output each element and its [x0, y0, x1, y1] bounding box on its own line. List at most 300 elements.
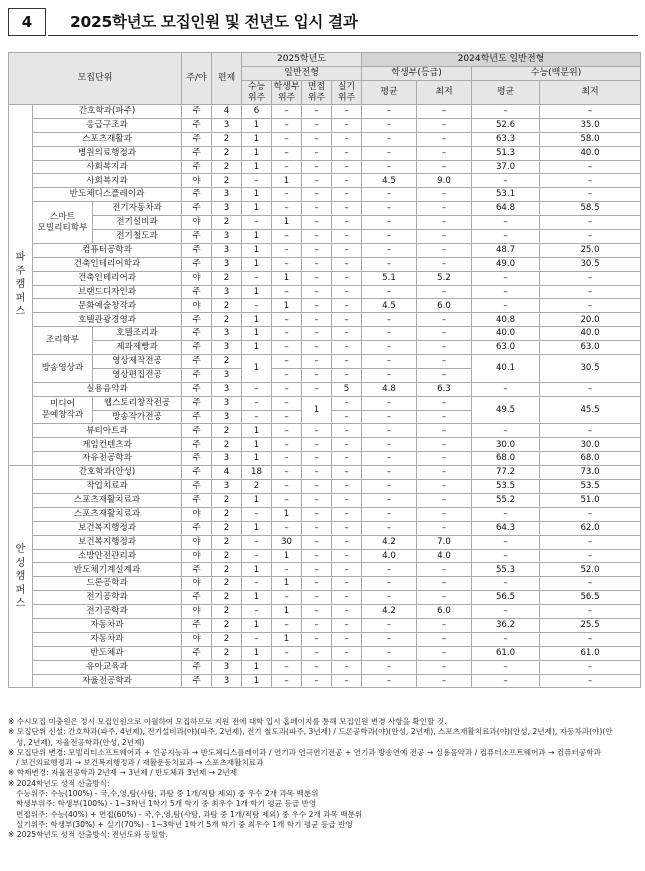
cell: –: [332, 438, 362, 452]
day-night: 주: [182, 466, 212, 480]
cell: –: [272, 424, 302, 438]
cell: –: [272, 355, 302, 369]
table-row: [9, 618, 641, 632]
cell: –: [272, 563, 302, 577]
cell: –: [417, 105, 472, 119]
day-night: 주: [182, 341, 212, 355]
cell: –: [332, 549, 362, 563]
cell: –: [417, 132, 472, 146]
cell: 1: [242, 563, 272, 577]
cell: –: [272, 160, 302, 174]
cell: 4.8: [362, 382, 417, 396]
cell: –: [302, 327, 332, 341]
unit-name: 방송작가전공: [93, 410, 182, 424]
cell: –: [417, 632, 472, 646]
cell: 40.0: [540, 327, 641, 341]
day-night: 주: [182, 118, 212, 132]
cell: –: [472, 105, 540, 119]
unit-name: 보건복지행정과: [33, 521, 182, 535]
unit-name: 전기철도과: [93, 230, 182, 244]
cell: –: [362, 313, 417, 327]
page-title: 2025학년도 모집인원 및 전년도 입시 결과: [70, 13, 358, 31]
col-csat-pct: 수능(백분위): [472, 67, 641, 81]
quota: 2: [212, 563, 242, 577]
note-line: ※ 2025학년도 성적 산출방식: 전년도와 동일함.: [8, 830, 169, 840]
day-night: 야: [182, 549, 212, 563]
cell: –: [540, 216, 641, 230]
cell: –: [332, 285, 362, 299]
day-night: 주: [182, 188, 212, 202]
cell: –: [332, 313, 362, 327]
cell: –: [332, 480, 362, 494]
cell: –: [302, 118, 332, 132]
cell: –: [272, 618, 302, 632]
quota: 3: [212, 396, 242, 410]
unit-name: 작업치료과: [33, 480, 182, 494]
cell: –: [302, 299, 332, 313]
unit-name: 전기설비과: [93, 216, 182, 230]
table-row: [9, 285, 641, 299]
cell: 1: [242, 660, 272, 674]
cell: –: [417, 521, 472, 535]
cell: –: [272, 285, 302, 299]
day-night: 주: [182, 327, 212, 341]
cell: –: [362, 452, 417, 466]
unit-name: 문화예술창작과: [33, 299, 182, 313]
col-csat-avg: 평균: [472, 81, 540, 105]
cell: –: [417, 493, 472, 507]
quota: 3: [212, 285, 242, 299]
cell: –: [417, 674, 472, 688]
cell: 30.0: [540, 438, 641, 452]
quota: 2: [212, 438, 242, 452]
cell: –: [332, 327, 362, 341]
cell: 40.0: [540, 146, 641, 160]
quota: 2: [212, 591, 242, 605]
cell: –: [417, 313, 472, 327]
table-row: [9, 243, 641, 257]
day-night: 주: [182, 368, 212, 382]
cell: 1: [242, 618, 272, 632]
group-smart-mobility: 스마트 모빌리티학부: [33, 202, 93, 244]
cell: 1: [272, 549, 302, 563]
col-2025: 2025학년도: [242, 53, 362, 67]
unit-name: 자동차과: [33, 632, 182, 646]
unit-name: 영상편집전공: [93, 368, 182, 382]
cell: –: [417, 591, 472, 605]
cell: –: [302, 563, 332, 577]
cell: –: [272, 243, 302, 257]
cell: 1: [272, 577, 302, 591]
unit-name: 자율전공학과: [33, 674, 182, 688]
cell: 58.5: [540, 202, 641, 216]
cell: 36.2: [472, 618, 540, 632]
quota: 3: [212, 243, 242, 257]
cell: 56.5: [540, 591, 641, 605]
cell: –: [332, 174, 362, 188]
note-line: ※ 모집단위 변경: 모빌리티소프트웨어과 + 인공지능과 → 반도체디스플레이과 / 연기과 연극연기전공 + 연기과 방송연예 전공 → 실용음악과 / 컴퓨터소프트웨어과 → 컴퓨터공학과: [8, 747, 601, 757]
cell: –: [302, 174, 332, 188]
col-record-grade: 학생부(등급): [362, 67, 472, 81]
unit-name: 제과제빵과: [93, 341, 182, 355]
table-row: [9, 438, 641, 452]
table-row: [9, 299, 641, 313]
cell: –: [417, 507, 472, 521]
cell: –: [362, 118, 417, 132]
cell: –: [302, 535, 332, 549]
cell: –: [332, 341, 362, 355]
table-row: [9, 257, 641, 271]
table-row: [9, 507, 641, 521]
cell: –: [362, 396, 417, 410]
day-night: 주: [182, 202, 212, 216]
table-row: [9, 466, 641, 480]
cell: –: [540, 577, 641, 591]
cell: –: [362, 660, 417, 674]
cell: –: [272, 368, 302, 382]
cell: –: [472, 632, 540, 646]
quota: 3: [212, 327, 242, 341]
day-night: 주: [182, 355, 212, 369]
cell: 49.0: [472, 257, 540, 271]
cell: –: [362, 674, 417, 688]
cell: –: [302, 105, 332, 119]
cell: –: [332, 355, 362, 369]
cell: 1: [242, 132, 272, 146]
cell: 68.0: [472, 452, 540, 466]
quota: 4: [212, 105, 242, 119]
day-night: 주: [182, 438, 212, 452]
table-row: [9, 605, 641, 619]
cell: –: [302, 230, 332, 244]
unit-name: 스포츠재활치료과: [33, 507, 182, 521]
quota: 2: [212, 299, 242, 313]
day-night: 주: [182, 452, 212, 466]
page-header: [8, 8, 638, 36]
cell: –: [472, 674, 540, 688]
cell: –: [417, 230, 472, 244]
quota: 2: [212, 271, 242, 285]
cell: –: [332, 132, 362, 146]
cell: –: [332, 299, 362, 313]
day-night: 야: [182, 174, 212, 188]
day-night: 주: [182, 480, 212, 494]
cell: 25.5: [540, 618, 641, 632]
cell: –: [332, 605, 362, 619]
note-line: ※ 2024학년도 성적 산출방식:: [8, 778, 110, 788]
cell: 61.0: [540, 646, 641, 660]
cell: –: [362, 327, 417, 341]
unit-name: 웹스토리창작전공: [93, 396, 182, 410]
cell: 4.2: [362, 535, 417, 549]
cell: 4.0: [417, 549, 472, 563]
cell: –: [417, 452, 472, 466]
quota: 2: [212, 160, 242, 174]
cell: 1: [242, 188, 272, 202]
cell: –: [272, 118, 302, 132]
note-line: 학생부위주: 학생부(100%) - 1~3학년 1학기 5개 학기 중 최우수 1개 학기 평균 등급 반영: [16, 799, 317, 809]
cell: –: [302, 591, 332, 605]
cell: 40.1: [472, 355, 540, 383]
cell: 49.5: [472, 396, 540, 424]
cell: –: [332, 535, 362, 549]
unit-name: 호텔조리과: [93, 327, 182, 341]
col-2024: 2024학년도 일반전형: [362, 53, 641, 67]
cell: –: [272, 646, 302, 660]
cell: 5: [332, 382, 362, 396]
cell: –: [332, 452, 362, 466]
cell: –: [272, 341, 302, 355]
cell: 1: [242, 118, 272, 132]
cell: –: [417, 660, 472, 674]
unit-name: 간호학과(안성): [33, 466, 182, 480]
cell: –: [472, 216, 540, 230]
quota: 2: [212, 577, 242, 591]
cell: –: [540, 660, 641, 674]
cell: –: [332, 577, 362, 591]
cell: 6.0: [417, 299, 472, 313]
cell: –: [242, 299, 272, 313]
cell: –: [272, 257, 302, 271]
cell: –: [272, 452, 302, 466]
cell: –: [302, 632, 332, 646]
cell: –: [362, 355, 417, 369]
table-row: [9, 188, 641, 202]
unit-name: 간호학과(파주): [33, 105, 182, 119]
col-myeonjeop: 면접 위주: [302, 81, 332, 105]
cell: 52.0: [540, 563, 641, 577]
table-row: [9, 424, 641, 438]
cell: –: [362, 341, 417, 355]
cell: –: [302, 646, 332, 660]
cell: –: [272, 146, 302, 160]
cell: –: [362, 368, 417, 382]
quota: 2: [212, 355, 242, 369]
table-row: [9, 535, 641, 549]
note-line: 성, 2년제), 자율전공학과(안성, 2년제): [16, 737, 145, 747]
cell: –: [417, 188, 472, 202]
cell: 1: [242, 230, 272, 244]
cell: –: [540, 174, 641, 188]
unit-name: 반도체기계설계과: [33, 563, 182, 577]
day-night: 주: [182, 313, 212, 327]
unit-name: 유아교육과: [33, 660, 182, 674]
cell: –: [272, 327, 302, 341]
quota: 3: [212, 230, 242, 244]
cell: –: [540, 271, 641, 285]
cell: –: [272, 132, 302, 146]
cell: –: [540, 299, 641, 313]
cell: –: [362, 493, 417, 507]
page-number: 4: [8, 8, 46, 36]
unit-name: 호텔관광경영과: [33, 313, 182, 327]
unit-name: 컴퓨터공학과: [33, 243, 182, 257]
cell: –: [272, 480, 302, 494]
cell: –: [417, 341, 472, 355]
cell: –: [302, 660, 332, 674]
col-grade-min: 최저: [417, 81, 472, 105]
cell: –: [417, 424, 472, 438]
cell: –: [417, 146, 472, 160]
cell: –: [302, 243, 332, 257]
cell: –: [302, 438, 332, 452]
day-night: 야: [182, 507, 212, 521]
cell: 4.5: [362, 299, 417, 313]
cell: –: [302, 285, 332, 299]
cell: 62.0: [540, 521, 641, 535]
cell: 1: [272, 507, 302, 521]
cell: –: [242, 605, 272, 619]
quota: 3: [212, 368, 242, 382]
cell: –: [302, 480, 332, 494]
cell: –: [417, 438, 472, 452]
group-cooking: 조리학부: [33, 327, 93, 355]
cell: 48.7: [472, 243, 540, 257]
note-line: 실기위주: 학생부(30%) + 실기(70%) - 1~3학년 1학기 5개 학기 중 최우수 1개 학기 평균 등급 반영: [16, 819, 353, 829]
cell: –: [362, 632, 417, 646]
day-night: 주: [182, 146, 212, 160]
unit-name: 자동차과: [33, 618, 182, 632]
cell: –: [272, 230, 302, 244]
cell: –: [302, 466, 332, 480]
day-night: 야: [182, 605, 212, 619]
cell: –: [362, 243, 417, 257]
cell: –: [362, 507, 417, 521]
day-night: 야: [182, 271, 212, 285]
cell: 55.2: [472, 493, 540, 507]
day-night: 주: [182, 591, 212, 605]
quota: 2: [212, 313, 242, 327]
day-night: 야: [182, 216, 212, 230]
cell: 2: [242, 480, 272, 494]
group-media-writing: 미디어 문예창작과: [33, 396, 93, 424]
unit-name: 응급구조과: [33, 118, 182, 132]
table-row: [9, 591, 641, 605]
cell: –: [472, 382, 540, 396]
quota: 3: [212, 202, 242, 216]
cell: –: [417, 216, 472, 230]
table-row: [9, 660, 641, 674]
day-night: 주: [182, 424, 212, 438]
cell: 1: [242, 591, 272, 605]
unit-name: 뷰티아트과: [33, 424, 182, 438]
cell: –: [540, 605, 641, 619]
cell: –: [472, 285, 540, 299]
cell: 61.0: [472, 646, 540, 660]
cell: 30.5: [540, 257, 641, 271]
cell: –: [272, 202, 302, 216]
table-row: [9, 521, 641, 535]
cell: –: [417, 243, 472, 257]
cell: –: [472, 549, 540, 563]
cell: –: [272, 188, 302, 202]
cell: –: [417, 480, 472, 494]
table-row: [9, 327, 641, 341]
cell: –: [332, 202, 362, 216]
cell: –: [540, 535, 641, 549]
cell: –: [472, 660, 540, 674]
unit-name: 소방안전관리과: [33, 549, 182, 563]
cell: 1: [242, 424, 272, 438]
cell: –: [332, 674, 362, 688]
cell: –: [242, 396, 272, 410]
table-row: [9, 563, 641, 577]
cell: –: [417, 563, 472, 577]
cell: –: [332, 646, 362, 660]
cell: –: [540, 632, 641, 646]
table-row: [9, 577, 641, 591]
cell: –: [332, 507, 362, 521]
day-night: 주: [182, 521, 212, 535]
unit-name: 전기공학과: [33, 591, 182, 605]
cell: –: [362, 563, 417, 577]
day-night: 주: [182, 243, 212, 257]
day-night: 주: [182, 230, 212, 244]
note-line: / 보건의료행정과 → 보건복지행정과 / 재활운동치료과 → 스포츠재활치료과: [16, 758, 264, 768]
quota: 3: [212, 257, 242, 271]
quota: 2: [212, 174, 242, 188]
cell: 6.0: [417, 605, 472, 619]
cell: –: [332, 466, 362, 480]
table-row: [9, 313, 641, 327]
cell: 53.5: [540, 480, 641, 494]
table-row: [9, 118, 641, 132]
quota: 2: [212, 521, 242, 535]
cell: –: [362, 160, 417, 174]
cell: 63.0: [472, 341, 540, 355]
cell: –: [332, 591, 362, 605]
cell: –: [417, 466, 472, 480]
quota: 2: [212, 618, 242, 632]
day-night: 주: [182, 285, 212, 299]
cell: 7.0: [417, 535, 472, 549]
quota: 3: [212, 674, 242, 688]
cell: –: [332, 271, 362, 285]
cell: 9.0: [417, 174, 472, 188]
table-row: [9, 382, 641, 396]
unit-name: 반도체디스플레이과: [33, 188, 182, 202]
cell: –: [362, 424, 417, 438]
unit-name: 병원의료행정과: [33, 146, 182, 160]
cell: –: [362, 618, 417, 632]
day-night: 야: [182, 577, 212, 591]
table-row: [9, 632, 641, 646]
cell: –: [362, 521, 417, 535]
day-night: 주: [182, 410, 212, 424]
cell: –: [472, 535, 540, 549]
quota: 3: [212, 341, 242, 355]
cell: –: [242, 271, 272, 285]
cell: –: [332, 230, 362, 244]
campus-anseong: 안 성 캠 퍼 스: [9, 466, 33, 688]
quota: 2: [212, 216, 242, 230]
cell: 1: [242, 313, 272, 327]
cell: 63.3: [472, 132, 540, 146]
cell: 1: [242, 521, 272, 535]
cell: –: [332, 160, 362, 174]
cell: 55.3: [472, 563, 540, 577]
day-night: 주: [182, 382, 212, 396]
cell: –: [332, 521, 362, 535]
cell: 53.1: [472, 188, 540, 202]
cell: –: [302, 549, 332, 563]
quota: 2: [212, 507, 242, 521]
quota: 2: [212, 535, 242, 549]
unit-name: 보건복지행정과: [33, 535, 182, 549]
footnotes: [8, 717, 638, 841]
cell: –: [332, 618, 362, 632]
group-broadcast: 방송영상과: [33, 355, 93, 383]
